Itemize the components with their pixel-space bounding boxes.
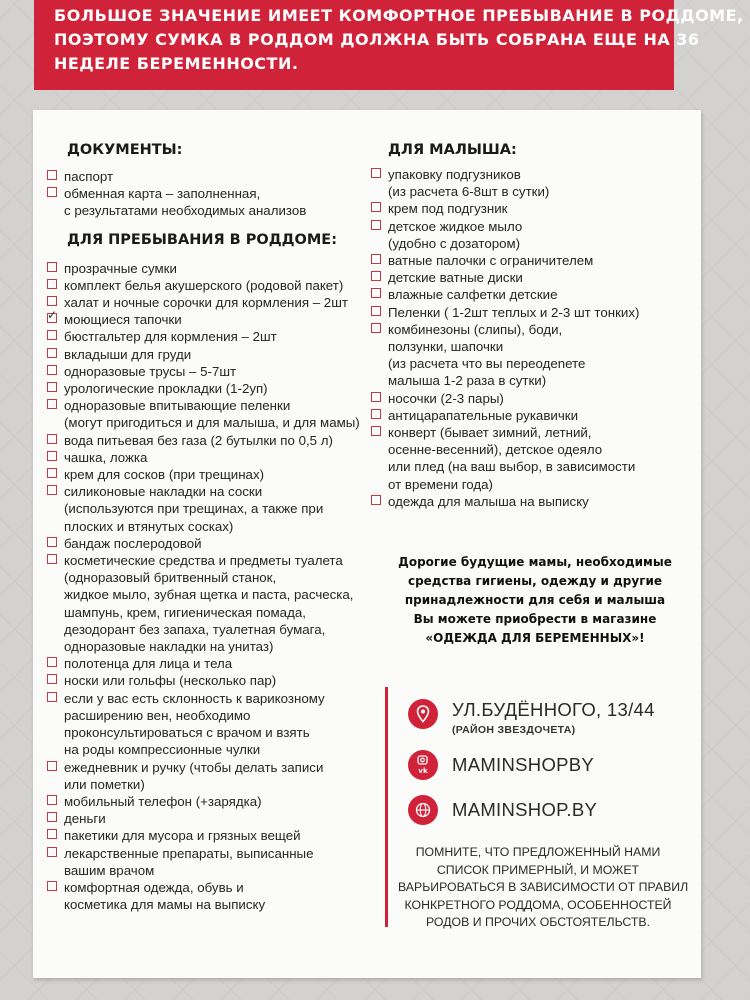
checkbox[interactable] [47, 485, 57, 495]
checkbox[interactable] [47, 434, 57, 444]
checklist-item[interactable] [371, 286, 691, 303]
item-line: деньги [64, 811, 106, 827]
checkbox[interactable] [47, 170, 57, 180]
item-line: (из расчета 6-8шт в сутки) [388, 184, 550, 200]
item-text [64, 535, 202, 552]
item-text [64, 879, 265, 913]
promo-line: Вы можете приобрести в магазине [413, 612, 657, 626]
item-line: халат и ночные сорочки для кормления – 2шт [64, 295, 348, 311]
item-line: (одноразовый бритвенный станок, [64, 570, 277, 586]
checklist-item[interactable] [47, 655, 367, 672]
promo-text [395, 553, 675, 648]
item-line: носочки (2-3 пары) [388, 390, 504, 406]
item-line: обменная карта – заполненная, [64, 186, 261, 202]
checklist-item[interactable] [371, 321, 691, 390]
item-text [64, 672, 276, 689]
checkbox[interactable] [371, 220, 381, 230]
instagram-vk-icon [408, 750, 438, 780]
checklist-item[interactable] [371, 200, 691, 217]
checklist-item[interactable] [47, 185, 367, 219]
item-line: от времени года) [388, 476, 493, 492]
checkbox[interactable] [47, 761, 57, 771]
item-line: или пометки) [64, 776, 145, 792]
checkbox[interactable] [47, 554, 57, 564]
checkbox[interactable] [47, 187, 57, 197]
item-line: вкладыши для груди [64, 346, 192, 362]
checkbox[interactable] [371, 271, 381, 281]
item-line: расширению вен, необходимо [64, 707, 251, 723]
checkbox[interactable] [371, 168, 381, 178]
checklist-item[interactable] [47, 277, 367, 294]
item-line: влажные салфетки детские [388, 287, 558, 303]
item-text [64, 168, 113, 185]
item-line: мобильный телефон (+зарядка) [64, 793, 262, 809]
social-contact [408, 750, 594, 780]
checkbox[interactable] [47, 674, 57, 684]
item-line: осенне-весенний), детское одеяло [388, 442, 603, 458]
checkbox[interactable] [47, 692, 57, 702]
checkbox[interactable] [47, 382, 57, 392]
checklist-item[interactable] [371, 304, 691, 321]
item-text [64, 294, 348, 311]
checkbox[interactable] [47, 348, 57, 358]
item-line: дезодорант без запаха, туалетная бумага, [64, 621, 326, 637]
checkbox[interactable] [371, 288, 381, 298]
item-line: детское жидкое мыло [388, 218, 523, 234]
item-line: (могут пригодиться и для малыша, и для мамы) [64, 415, 360, 431]
checkbox[interactable] [47, 657, 57, 667]
note-line: ПОМНИТЕ, ЧТО ПРЕДЛОЖЕННЫЙ НАМИ [415, 845, 661, 859]
checklist-item[interactable] [47, 827, 367, 844]
checklist-item[interactable] [47, 346, 367, 363]
item-text [64, 845, 314, 879]
checklist-item[interactable] [47, 397, 367, 431]
item-line: полотенца для лица и тела [64, 656, 233, 672]
item-line: моющиеся тапочки [64, 312, 182, 328]
item-line: ежедневник и ручку (чтобы делать записи [64, 759, 324, 775]
item-line: или плед (на ваш выбор, в зависимости [388, 459, 636, 475]
checklist-item[interactable] [47, 466, 367, 483]
item-text [388, 286, 557, 303]
address-contact [408, 699, 655, 737]
checklist-item[interactable] [371, 252, 691, 269]
checklist-item[interactable] [47, 759, 367, 793]
item-line: малыша 1-2 раза в сутки) [388, 373, 547, 389]
checkbox[interactable] [47, 279, 57, 289]
checklist-item[interactable] [47, 168, 367, 185]
checklist-item[interactable] [47, 328, 367, 345]
note-line: КОНКРЕТНОГО РОДДОМА, ОСОБЕННОСТЕЙ [404, 897, 672, 912]
checklist-item[interactable] [371, 390, 691, 407]
item-line: лекарственные препараты, выписанные [64, 845, 314, 861]
item-line: урологические прокладки (1-2уп) [64, 381, 268, 397]
checklist-item[interactable] [47, 294, 367, 311]
item-line: бандаж послеродовой [64, 535, 202, 551]
baby-title: ДЛЯ МАЛЫША: [388, 142, 517, 158]
note-line: СПИСОК ПРИМЕРНЫЙ, И МОЖЕТ [436, 862, 640, 877]
checklist-item[interactable] [47, 432, 367, 449]
item-text [64, 759, 323, 793]
item-line: бюстгальтер для кормления – 2шт [64, 329, 277, 345]
location-pin-icon [408, 699, 438, 729]
checklist-item[interactable] [371, 493, 691, 510]
svg-text:vk: vk [418, 767, 428, 775]
item-text [64, 346, 191, 363]
district-text: (РАЙОН ЗВЕЗДОЧЕТА) [452, 724, 576, 736]
item-line: одноразовые впитывающие пеленки [64, 398, 291, 414]
checklist-item[interactable] [47, 672, 367, 689]
item-line: крем под подгузник [388, 201, 508, 217]
hospital-list [47, 260, 367, 914]
checkbox[interactable] [47, 451, 57, 461]
checklist-item[interactable] [47, 311, 367, 328]
item-text [388, 166, 549, 200]
item-line: Пеленки ( 1-2шт теплых и 2-3 шт тонких) [388, 304, 640, 320]
item-text [388, 218, 522, 252]
checklist-item[interactable] [47, 363, 367, 380]
item-text [64, 793, 262, 810]
item-line: комфортная одежда, обувь и [64, 879, 244, 895]
banner-line: ПОЭТОМУ СУМКА В РОДДОМ ДОЛЖНА БЫТЬ СОБРАНА ЕЩЕ НА 36 [54, 30, 700, 49]
item-text [388, 304, 639, 321]
item-line: ползунки, шапочки [388, 339, 504, 355]
checklist-sheet [33, 110, 701, 978]
left-column [47, 142, 367, 913]
item-text [388, 269, 523, 286]
checklist-item[interactable] [371, 269, 691, 286]
item-line: пакетики для мусора и грязных вещей [64, 828, 301, 844]
item-line: (удобно с дозатором) [388, 235, 521, 251]
item-line: жидкое мыло, зубная щетка и паста, расческа, [64, 587, 354, 603]
item-text [64, 397, 360, 431]
checkbox[interactable] [47, 468, 57, 478]
item-text [64, 655, 232, 672]
item-text [64, 466, 264, 483]
checkbox[interactable] [47, 881, 57, 891]
item-text [388, 321, 585, 390]
checkbox[interactable] [47, 399, 57, 409]
item-text [64, 328, 277, 345]
documents-list [47, 168, 367, 220]
checkbox[interactable] [47, 365, 57, 375]
promo-line: Дорогие будущие мамы, необходимые [398, 555, 672, 569]
item-text [388, 424, 635, 493]
checklist-item[interactable] [47, 879, 367, 913]
item-line: ватные палочки с ограничителем [388, 253, 594, 269]
item-line: косметические средства и предметы туалета [64, 553, 343, 569]
baby-list [371, 166, 691, 510]
website-contact [408, 795, 597, 825]
checkbox[interactable] [47, 847, 57, 857]
item-text [64, 260, 177, 277]
item-line: (из расчета что вы переодеnете [388, 356, 586, 372]
disclaimer-note [398, 844, 689, 932]
header-banner [34, 0, 744, 90]
checkbox[interactable] [371, 323, 381, 333]
address-text: УЛ.БУДЁННОГО, 13/44 [452, 699, 655, 720]
checklist-item[interactable] [47, 793, 367, 810]
item-line: прозрачные сумки [64, 260, 177, 276]
checkbox[interactable] [47, 330, 57, 340]
item-text [64, 185, 306, 219]
item-line: антицарапательные рукавички [388, 407, 578, 423]
checklist-item[interactable] [47, 380, 367, 397]
globe-icon [408, 795, 438, 825]
item-text [64, 311, 182, 328]
item-text [64, 449, 147, 466]
promo-line: принадлежности для себя и малыша [404, 593, 666, 607]
item-line: силиконовые накладки на соски [64, 484, 263, 500]
promo-line: средства гигиены, одежду и другие [407, 574, 663, 588]
right-column [371, 142, 691, 510]
item-line: конверт (бывает зимний, летний, [388, 425, 592, 441]
item-line: комплект белья акушерского (родовой пакет) [64, 277, 344, 293]
item-line: чашка, ложка [64, 449, 148, 465]
checklist-item[interactable] [47, 552, 367, 655]
checkbox[interactable] [371, 306, 381, 316]
item-line: с результатами необходимых анализов [64, 203, 307, 219]
checklist-item[interactable] [47, 845, 367, 879]
item-line: упаковку подгузников [388, 167, 521, 182]
note-line: РОДОВ И ПРОЧИХ ОБСТОЯТЕЛЬСТВ. [426, 915, 650, 929]
checklist-item[interactable] [47, 260, 367, 277]
checkbox[interactable] [371, 409, 381, 419]
checkbox[interactable] [47, 313, 57, 323]
documents-title: ДОКУМЕНТЫ: [67, 142, 183, 158]
checkbox[interactable] [47, 262, 57, 272]
item-line: шампунь, крем, гигиеническая помада, [64, 604, 306, 620]
item-text [64, 363, 236, 380]
checklist-item[interactable] [371, 407, 691, 424]
item-line: одежда для малыша на выписку [388, 493, 589, 509]
checkbox[interactable] [371, 426, 381, 436]
item-line: если у вас есть склонность к варикозному [64, 690, 325, 706]
item-line: детские ватные диски [388, 270, 523, 286]
checklist-item[interactable] [47, 449, 367, 466]
checkbox[interactable] [47, 537, 57, 547]
social-handle: MAMINSHOPBY [452, 754, 595, 775]
item-text [388, 407, 578, 424]
item-text [388, 493, 589, 510]
item-line: вода питьевая без газа (2 бутылки по 0,5 л) [64, 432, 333, 448]
checkbox[interactable] [371, 392, 381, 402]
item-text [64, 432, 333, 449]
hospital-title: ДЛЯ ПРЕБЫВАНИЯ В РОДДОМЕ: [67, 231, 338, 248]
item-text [64, 810, 106, 827]
item-text [64, 827, 301, 844]
item-text [64, 380, 268, 397]
checkbox[interactable] [371, 202, 381, 212]
checkbox[interactable] [47, 829, 57, 839]
checklist-item[interactable] [371, 424, 691, 493]
note-line: ВАРЬИРОВАТЬСЯ В ЗАВИСИМОСТИ ОТ ПРАВИЛ [398, 880, 689, 894]
item-text [388, 390, 504, 407]
promo-line: «ОДЕЖДА ДЛЯ БЕРЕМЕННЫХ»! [425, 631, 645, 645]
item-line: носки или гольфы (несколько пар) [64, 673, 277, 689]
item-text [388, 200, 507, 217]
checklist-item[interactable] [47, 483, 367, 535]
item-line: проконсультироваться с врачом и взять [64, 725, 310, 741]
banner-line: НЕДЕЛЕ БЕРЕМЕННОСТИ. [54, 54, 299, 73]
checklist-item[interactable] [47, 690, 367, 759]
item-text [64, 552, 354, 655]
item-line: паспорт [64, 169, 114, 184]
item-text [388, 252, 593, 269]
website-link[interactable]: MAMINSHOP.BY [452, 799, 598, 820]
checkbox[interactable] [371, 254, 381, 264]
item-text [64, 277, 343, 294]
contact-divider [385, 687, 388, 927]
checklist-item[interactable] [371, 166, 691, 200]
checklist-item[interactable] [371, 218, 691, 252]
checklist-item[interactable] [47, 810, 367, 827]
checkbox[interactable] [371, 495, 381, 505]
checkbox[interactable] [47, 812, 57, 822]
item-line: крем для сосков (при трещинах) [64, 467, 265, 483]
item-line: одноразовые накладки на унитаз) [64, 639, 274, 655]
item-line: на роды компрессионные чулки [64, 742, 261, 758]
item-text [64, 690, 325, 759]
item-text [64, 483, 323, 535]
checkbox[interactable] [47, 296, 57, 306]
checkbox[interactable] [47, 795, 57, 805]
item-line: косметика для мамы на выписку [64, 897, 266, 913]
item-line: плоских и втянутых сосках) [64, 518, 234, 534]
item-line: вашим врачом [64, 862, 155, 878]
item-line: (используются при трещинах, а также при [64, 501, 324, 517]
checklist-item[interactable] [47, 535, 367, 552]
banner-line: БОЛЬШОЕ ЗНАЧЕНИЕ ИМЕЕТ КОМФОРТНОЕ ПРЕБЫВАНИЕ В РОДДОМЕ, [54, 6, 744, 25]
item-line: комбинезоны (слипы), боди, [388, 321, 563, 337]
item-line: одноразовые трусы – 5-7шт [64, 363, 237, 379]
